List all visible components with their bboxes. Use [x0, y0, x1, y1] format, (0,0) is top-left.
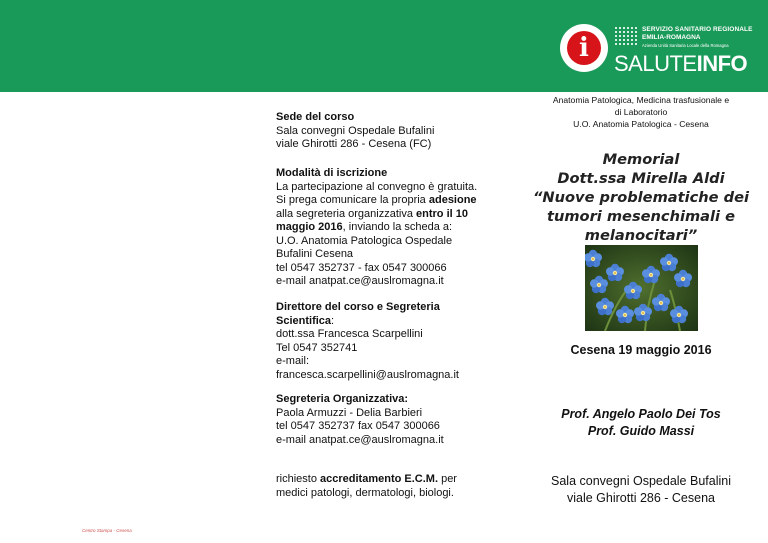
logo-dots: [614, 26, 638, 46]
segreteria-email: e-mail anatpat.ce@auslromagna.it: [276, 433, 444, 446]
forget-me-not-photo: [585, 245, 698, 331]
department: Anatomia Patologica, Medicina trasfusionale e di Laboratorio U.O. Anatomia Patologica - Cesena: [552, 95, 730, 129]
sede-line: Sala convegni Ospedale Bufalini: [276, 124, 435, 137]
iscrizione-line: U.O. Anatomia Patologica Ospedale: [276, 234, 453, 247]
event-date: Cesena 19 maggio 2016: [570, 343, 712, 357]
print-credit: Centro Stampa - Cesena: [82, 528, 132, 533]
segreteria-section: [276, 393, 486, 447]
logo-line1: SERVIZIO SANITARIO REGIONALE: [642, 26, 753, 33]
saluteinfo-logo: [558, 22, 753, 84]
direttore-line: Tel 0547 352741: [276, 341, 358, 354]
iscrizione-line: maggio 2016, inviando la scheda a:: [276, 221, 453, 233]
segreteria-header: Segreteria Organizzativa:: [276, 393, 409, 405]
direttore-line: dott.ssa Francesca Scarpellini: [276, 328, 423, 340]
sede-header: Sede del corso: [276, 111, 355, 123]
iscrizione-line: Bufalini Cesena: [276, 248, 354, 260]
ecm-section: [276, 473, 486, 500]
iscrizione-email: e-mail anatpat.ce@auslromagna.it: [276, 275, 444, 287]
direttore-section: [276, 301, 486, 382]
iscrizione-section: [276, 167, 486, 289]
sede-line: viale Ghirotti 286 - Cesena (FC): [276, 138, 432, 150]
direttore-line: e-mail:: [276, 355, 310, 367]
direttore-header: Direttore del corso e Segreteria: [276, 301, 440, 313]
direttore-email: francesca.scarpellini@auslromagna.it: [276, 368, 459, 381]
ecm-line: richiesto accreditamento E.C.M. per: [276, 473, 457, 485]
segreteria-line: Paola Armuzzi - Delia Barbieri: [276, 406, 423, 419]
segreteria-line: tel 0547 352737 fax 0547 300066: [276, 420, 440, 432]
iscrizione-line: La partecipazione al convegno è gratuita.: [276, 180, 478, 193]
logo-line3: Azienda Unità Sanitaria Locale della Romagna: [642, 43, 729, 48]
iscrizione-header: Modalità di iscrizione: [276, 167, 388, 179]
logo-brand: SALUTEINFO: [614, 51, 748, 76]
iscrizione-line: alla segreteria organizzativa entro il 10: [276, 207, 468, 220]
speakers: Prof. Angelo Paolo Dei Tos Prof. Guido Massi: [561, 407, 721, 438]
iscrizione-line: Si prega comunicare la propria adesione: [276, 194, 477, 206]
event-title: Memorial Dott.ssa Mirella Aldi “Nuove problematiche dei tumori mesenchimali e melanocitari”: [533, 151, 749, 244]
venue: Sala convegni Ospedale Bufalini viale Ghirotti 286 - Cesena: [551, 474, 731, 505]
flower-illustration: [585, 245, 698, 331]
direttore-header: Scientifica:: [276, 314, 335, 327]
iscrizione-line: tel 0547 352737 - fax 0547 300066: [276, 261, 447, 274]
info-icon: i: [560, 24, 608, 72]
logo-line2: EMILIA-ROMAGNA: [642, 34, 701, 41]
sede-section: [276, 111, 486, 152]
ecm-line: medici patologi, dermatologi, biologi.: [276, 486, 454, 499]
